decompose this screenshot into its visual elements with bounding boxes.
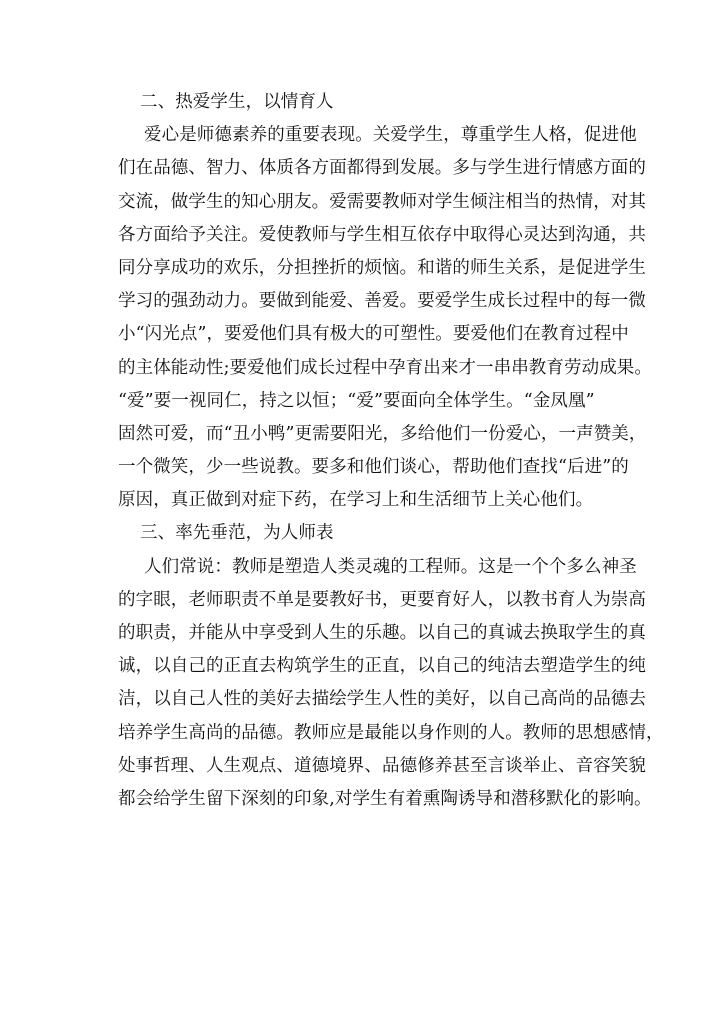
paragraph-line: 爱心是师德素养的重要表现。关爱学生，尊重学生人格，促进他 (144, 125, 637, 146)
section-heading-love-students: 二、热爱学生，以情育人 (140, 92, 334, 112)
paragraph-line: 交流，做学生的知心朋友。爱需要教师对学生倾注相当的热情，对其 (118, 191, 646, 212)
paragraph-line: “爱”要一视同仁，持之以恒；“爱”要面向全体学生。“金凤凰” (118, 390, 595, 411)
paragraph-line: 同分享成功的欢乐，分担挫折的烦恼。和谐的师生关系，是促进学生 (118, 257, 646, 278)
paragraph-line: 原因，真正做到对症下药，在学习上和生活细节上关心他们。 (118, 490, 594, 511)
paragraph-line: 人们常说：教师是塑造人类灵魂的工程师。这是一个个多么神圣 (144, 556, 637, 577)
paragraph-line: 们在品德、智力、体质各方面都得到发展。多与学生进行情感方面的 (118, 158, 646, 179)
paragraph-role-model (118, 551, 664, 817)
paragraph-love-students (118, 119, 652, 517)
paragraph-line: 处事哲理、人生观点、道德境界、品德修养甚至言谈举止、音容笑貌 (118, 755, 646, 776)
paragraph-line: 洁，以自己人性的美好去描绘学生人性的美好，以自己高尚的品德去 (118, 689, 646, 710)
paragraph-line: 培养学生高尚的品德。教师应是最能以身作则的人。教师的思想感情， (118, 722, 664, 743)
paragraph-line: 学习的强劲动力。要做到能爱、善爱。要爱学生成长过程中的每一微 (118, 291, 646, 312)
paragraph-line: 诚，以自己的正直去构筑学生的正直，以自己的纯洁去塑造学生的纯 (118, 656, 646, 677)
paragraph-line: 固然可爱，而“丑小鸭”更需要阳光，多给他们一份爱心，一声赞美， (118, 423, 647, 444)
paragraph-line: 小“闪光点”，要爱他们具有极大的可塑性。要爱他们在教育过程中 (118, 324, 629, 345)
paragraph-line: 的主体能动性;要爱他们成长过程中孕育出来才一串串教育劳动成果。 (118, 357, 652, 378)
paragraph-line: 各方面给予关注。爱使教师与学生相互依存中取得心灵达到沟通，共 (118, 224, 646, 245)
paragraph-line: 的字眼，老师职责不单是要教好书，更要育好人，以教书育人为崇高 (118, 589, 646, 610)
paragraph-line: 都会给学生留下深刻的印象,对学生有着熏陶诱导和潜移默化的影响。 (118, 788, 652, 809)
paragraph-line: 的职责，并能从中享受到人生的乐趣。以自己的真诚去换取学生的真 (118, 623, 646, 643)
paragraph-line: 一个微笑，少一些说教。要多和他们谈心，帮助他们查找“后进”的 (118, 457, 629, 478)
section-heading-role-model: 三、率先垂范，为人师表 (140, 523, 334, 544)
document-body (118, 86, 664, 816)
